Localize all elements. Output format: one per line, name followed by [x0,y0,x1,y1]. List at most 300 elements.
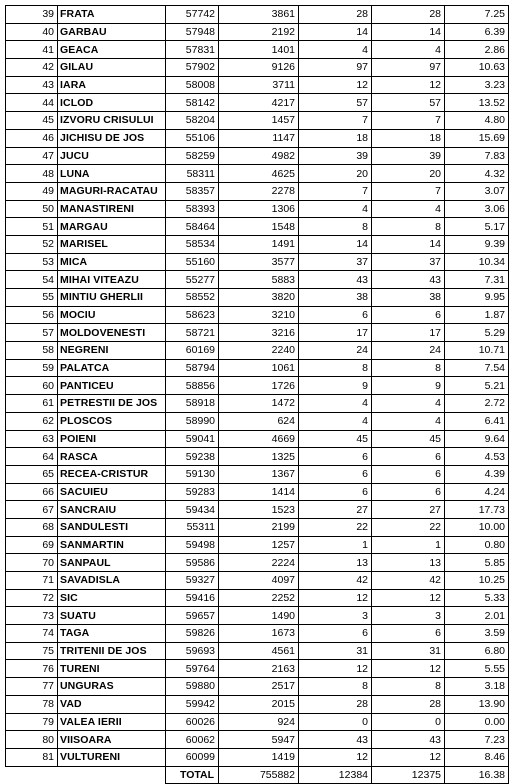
locality-name: PALATCA [58,359,166,377]
value-a: 38 [299,289,372,307]
value-a: 4 [299,41,372,59]
population-value: 2252 [219,589,299,607]
table-row [6,147,509,165]
row-number: 54 [6,271,58,289]
value-a: 7 [299,112,372,130]
population-value: 1523 [219,501,299,519]
percent-value: 13.90 [445,695,509,713]
row-number: 44 [6,94,58,112]
population-value: 4982 [219,147,299,165]
table-row [6,748,509,766]
value-a: 22 [299,518,372,536]
population-value: 5947 [219,731,299,749]
locality-name: VALEA IERII [58,713,166,731]
percent-value: 3.18 [445,678,509,696]
table-row [6,678,509,696]
row-number: 63 [6,430,58,448]
locality-code: 58311 [166,165,219,183]
locality-code: 60062 [166,731,219,749]
row-number: 67 [6,501,58,519]
population-value: 3216 [219,324,299,342]
row-number: 80 [6,731,58,749]
population-value: 1673 [219,625,299,643]
locality-name: SANDULESTI [58,518,166,536]
table-row [6,518,509,536]
value-a: 9 [299,377,372,395]
percent-value: 4.53 [445,448,509,466]
value-b: 8 [372,218,445,236]
percent-value: 7.83 [445,147,509,165]
value-b: 4 [372,200,445,218]
row-number: 56 [6,306,58,324]
locality-code: 59130 [166,465,219,483]
locality-code: 59942 [166,695,219,713]
value-a: 7 [299,182,372,200]
row-number: 66 [6,483,58,501]
locality-code: 58393 [166,200,219,218]
row-number: 72 [6,589,58,607]
value-b: 37 [372,253,445,271]
total-spacer [58,766,166,784]
row-number: 52 [6,235,58,253]
population-value: 3711 [219,76,299,94]
percent-value: 5.21 [445,377,509,395]
population-value: 1548 [219,218,299,236]
locality-name: MOCIU [58,306,166,324]
locality-name: MIHAI VITEAZU [58,271,166,289]
value-a: 3 [299,607,372,625]
locality-name: SANCRAIU [58,501,166,519]
locality-code: 58990 [166,412,219,430]
table-row [6,253,509,271]
row-number: 68 [6,518,58,536]
table-row [6,483,509,501]
locality-name: MAGURI-RACATAU [58,182,166,200]
value-b: 39 [372,147,445,165]
table-row [6,377,509,395]
row-number: 60 [6,377,58,395]
table-row [6,589,509,607]
value-a: 12 [299,76,372,94]
population-value: 4217 [219,94,299,112]
total-value-b: 12375 [372,766,445,784]
percent-value: 10.34 [445,253,509,271]
table-body [6,6,509,767]
locality-code: 59880 [166,678,219,696]
locality-name: SANPAUL [58,554,166,572]
value-b: 8 [372,678,445,696]
value-b: 8 [372,359,445,377]
value-b: 4 [372,41,445,59]
table-row [6,536,509,554]
table-row [6,41,509,59]
value-b: 43 [372,731,445,749]
population-value: 2517 [219,678,299,696]
locality-name: GARBAU [58,23,166,41]
row-number: 50 [6,200,58,218]
percent-value: 0.00 [445,713,509,731]
percent-value: 9.39 [445,235,509,253]
row-number: 78 [6,695,58,713]
locality-name: ICLOD [58,94,166,112]
table-row [6,112,509,130]
locality-name: PETRESTII DE JOS [58,395,166,413]
row-number: 65 [6,465,58,483]
population-value: 1726 [219,377,299,395]
locality-code: 55160 [166,253,219,271]
locality-name: VIISOARA [58,731,166,749]
row-number: 55 [6,289,58,307]
value-b: 13 [372,554,445,572]
value-b: 6 [372,306,445,324]
row-number: 43 [6,76,58,94]
value-a: 12 [299,589,372,607]
locality-code: 57902 [166,59,219,77]
percent-value: 4.80 [445,112,509,130]
table-row [6,572,509,590]
locality-name: RECEA-CRISTUR [58,465,166,483]
percent-value: 7.25 [445,6,509,24]
locality-code: 59041 [166,430,219,448]
table-row [6,448,509,466]
population-value: 3210 [219,306,299,324]
value-b: 38 [372,289,445,307]
population-value: 1147 [219,129,299,147]
locality-code: 58794 [166,359,219,377]
value-a: 20 [299,165,372,183]
table-row [6,59,509,77]
locality-name: SAVADISLA [58,572,166,590]
table-row [6,695,509,713]
locality-code: 59238 [166,448,219,466]
value-a: 8 [299,678,372,696]
percent-value: 5.17 [445,218,509,236]
percent-value: 4.39 [445,465,509,483]
value-a: 14 [299,235,372,253]
table-row [6,289,509,307]
table-row [6,23,509,41]
locality-code: 58464 [166,218,219,236]
percent-value: 5.55 [445,660,509,678]
value-b: 6 [372,465,445,483]
locality-code: 57831 [166,41,219,59]
table-row [6,731,509,749]
row-number: 73 [6,607,58,625]
value-a: 8 [299,218,372,236]
population-value: 924 [219,713,299,731]
locality-code: 57742 [166,6,219,24]
value-b: 12 [372,748,445,766]
value-b: 42 [372,572,445,590]
value-b: 7 [372,112,445,130]
value-a: 0 [299,713,372,731]
locality-code: 58552 [166,289,219,307]
value-b: 1 [372,536,445,554]
total-value-a: 12384 [299,766,372,784]
population-value: 9126 [219,59,299,77]
locality-code: 58357 [166,182,219,200]
value-b: 9 [372,377,445,395]
value-b: 14 [372,235,445,253]
value-a: 6 [299,306,372,324]
table-row [6,501,509,519]
percent-value: 10.71 [445,342,509,360]
value-a: 97 [299,59,372,77]
value-a: 13 [299,554,372,572]
locality-name: JICHISU DE JOS [58,129,166,147]
value-a: 6 [299,465,372,483]
population-value: 4097 [219,572,299,590]
value-a: 4 [299,412,372,430]
percent-value: 7.54 [445,359,509,377]
population-value: 2192 [219,23,299,41]
table-row [6,324,509,342]
value-a: 8 [299,359,372,377]
row-number: 75 [6,642,58,660]
locality-name: GILAU [58,59,166,77]
value-b: 7 [372,182,445,200]
percent-value: 6.80 [445,642,509,660]
table-row [6,76,509,94]
locality-code: 59498 [166,536,219,554]
row-number: 70 [6,554,58,572]
percent-value: 5.33 [445,589,509,607]
locality-name: IZVORU CRISULUI [58,112,166,130]
row-number: 45 [6,112,58,130]
value-b: 20 [372,165,445,183]
table-row [6,200,509,218]
value-a: 37 [299,253,372,271]
row-number: 64 [6,448,58,466]
value-a: 1 [299,536,372,554]
total-label: TOTAL [166,766,219,784]
value-b: 43 [372,271,445,289]
locality-name: SACUIEU [58,483,166,501]
percent-value: 17.73 [445,501,509,519]
row-number: 46 [6,129,58,147]
value-b: 6 [372,448,445,466]
population-value: 3577 [219,253,299,271]
locality-name: TRITENII DE JOS [58,642,166,660]
table-row [6,271,509,289]
locality-code: 60169 [166,342,219,360]
value-b: 6 [372,625,445,643]
locality-name: PANTICEU [58,377,166,395]
locality-code: 60026 [166,713,219,731]
locality-name: GEACA [58,41,166,59]
population-value: 5883 [219,271,299,289]
table-row [6,430,509,448]
population-value: 3820 [219,289,299,307]
locality-name: UNGURAS [58,678,166,696]
value-a: 27 [299,501,372,519]
percent-value: 6.39 [445,23,509,41]
value-a: 6 [299,625,372,643]
percent-value: 13.52 [445,94,509,112]
percent-value: 5.85 [445,554,509,572]
table-row [6,235,509,253]
locality-code: 58721 [166,324,219,342]
population-value: 1306 [219,200,299,218]
value-b: 18 [372,129,445,147]
table-row [6,94,509,112]
locality-name: MANASTIRENI [58,200,166,218]
population-value: 1367 [219,465,299,483]
population-value: 1419 [219,748,299,766]
locality-code: 59434 [166,501,219,519]
locality-code: 55277 [166,271,219,289]
percent-value: 3.23 [445,76,509,94]
total-percent: 16.38 [445,766,509,784]
row-number: 59 [6,359,58,377]
population-value: 1457 [219,112,299,130]
value-a: 43 [299,731,372,749]
percent-value: 2.01 [445,607,509,625]
value-b: 24 [372,342,445,360]
row-number: 49 [6,182,58,200]
locality-name: MARGAU [58,218,166,236]
locality-name: JUCU [58,147,166,165]
locality-name: LUNA [58,165,166,183]
percent-value: 4.24 [445,483,509,501]
table-row [6,660,509,678]
percent-value: 2.86 [445,41,509,59]
locality-name: RASCA [58,448,166,466]
row-number: 62 [6,412,58,430]
locality-code: 58856 [166,377,219,395]
row-number: 47 [6,147,58,165]
value-b: 0 [372,713,445,731]
value-a: 28 [299,695,372,713]
value-b: 57 [372,94,445,112]
table-row [6,713,509,731]
locality-code: 58534 [166,235,219,253]
locality-code: 59327 [166,572,219,590]
value-a: 43 [299,271,372,289]
locality-name: IARA [58,76,166,94]
population-value: 2240 [219,342,299,360]
row-number: 61 [6,395,58,413]
table-row [6,342,509,360]
row-number: 81 [6,748,58,766]
locality-name: MICA [58,253,166,271]
locality-name: SANMARTIN [58,536,166,554]
table-row [6,218,509,236]
locality-code: 59826 [166,625,219,643]
value-a: 45 [299,430,372,448]
value-b: 97 [372,59,445,77]
table-row [6,412,509,430]
row-number: 79 [6,713,58,731]
population-value: 4561 [219,642,299,660]
value-a: 4 [299,395,372,413]
locality-code: 58259 [166,147,219,165]
value-b: 31 [372,642,445,660]
population-value: 624 [219,412,299,430]
locality-code: 57948 [166,23,219,41]
value-a: 57 [299,94,372,112]
locality-name: NEGRENI [58,342,166,360]
locality-code: 59283 [166,483,219,501]
row-number: 77 [6,678,58,696]
locality-code: 55311 [166,518,219,536]
value-a: 17 [299,324,372,342]
row-number: 41 [6,41,58,59]
value-b: 6 [372,483,445,501]
locality-code: 59764 [166,660,219,678]
population-value: 1491 [219,235,299,253]
row-number: 76 [6,660,58,678]
row-number: 74 [6,625,58,643]
value-b: 14 [372,23,445,41]
population-value: 1257 [219,536,299,554]
percent-value: 3.59 [445,625,509,643]
value-b: 4 [372,395,445,413]
locality-code: 58008 [166,76,219,94]
percent-value: 3.06 [445,200,509,218]
locality-name: MARISEL [58,235,166,253]
population-value: 1325 [219,448,299,466]
value-a: 14 [299,23,372,41]
value-b: 45 [372,430,445,448]
percent-value: 5.29 [445,324,509,342]
population-value: 2278 [219,182,299,200]
total-population: 755882 [219,766,299,784]
data-table [5,5,509,784]
value-b: 28 [372,6,445,24]
percent-value: 4.32 [445,165,509,183]
row-number: 48 [6,165,58,183]
population-value: 1472 [219,395,299,413]
locality-name: FRATA [58,6,166,24]
table-row [6,554,509,572]
row-number: 69 [6,536,58,554]
row-number: 53 [6,253,58,271]
locality-name: VULTURENI [58,748,166,766]
row-number: 57 [6,324,58,342]
row-number: 71 [6,572,58,590]
locality-name: VAD [58,695,166,713]
table-row [6,165,509,183]
total-spacer [6,766,58,784]
value-b: 12 [372,660,445,678]
row-number: 42 [6,59,58,77]
population-value: 1401 [219,41,299,59]
value-a: 18 [299,129,372,147]
population-value: 2015 [219,695,299,713]
population-value: 4669 [219,430,299,448]
population-value: 2199 [219,518,299,536]
table-row [6,642,509,660]
table-row [6,182,509,200]
value-a: 24 [299,342,372,360]
locality-name: TAGA [58,625,166,643]
value-a: 6 [299,448,372,466]
percent-value: 3.07 [445,182,509,200]
value-a: 6 [299,483,372,501]
percent-value: 6.41 [445,412,509,430]
value-a: 4 [299,200,372,218]
locality-code: 59586 [166,554,219,572]
value-a: 28 [299,6,372,24]
population-value: 1414 [219,483,299,501]
population-value: 1490 [219,607,299,625]
locality-code: 58142 [166,94,219,112]
percent-value: 9.64 [445,430,509,448]
row-number: 51 [6,218,58,236]
population-value: 4625 [219,165,299,183]
table-row [6,306,509,324]
